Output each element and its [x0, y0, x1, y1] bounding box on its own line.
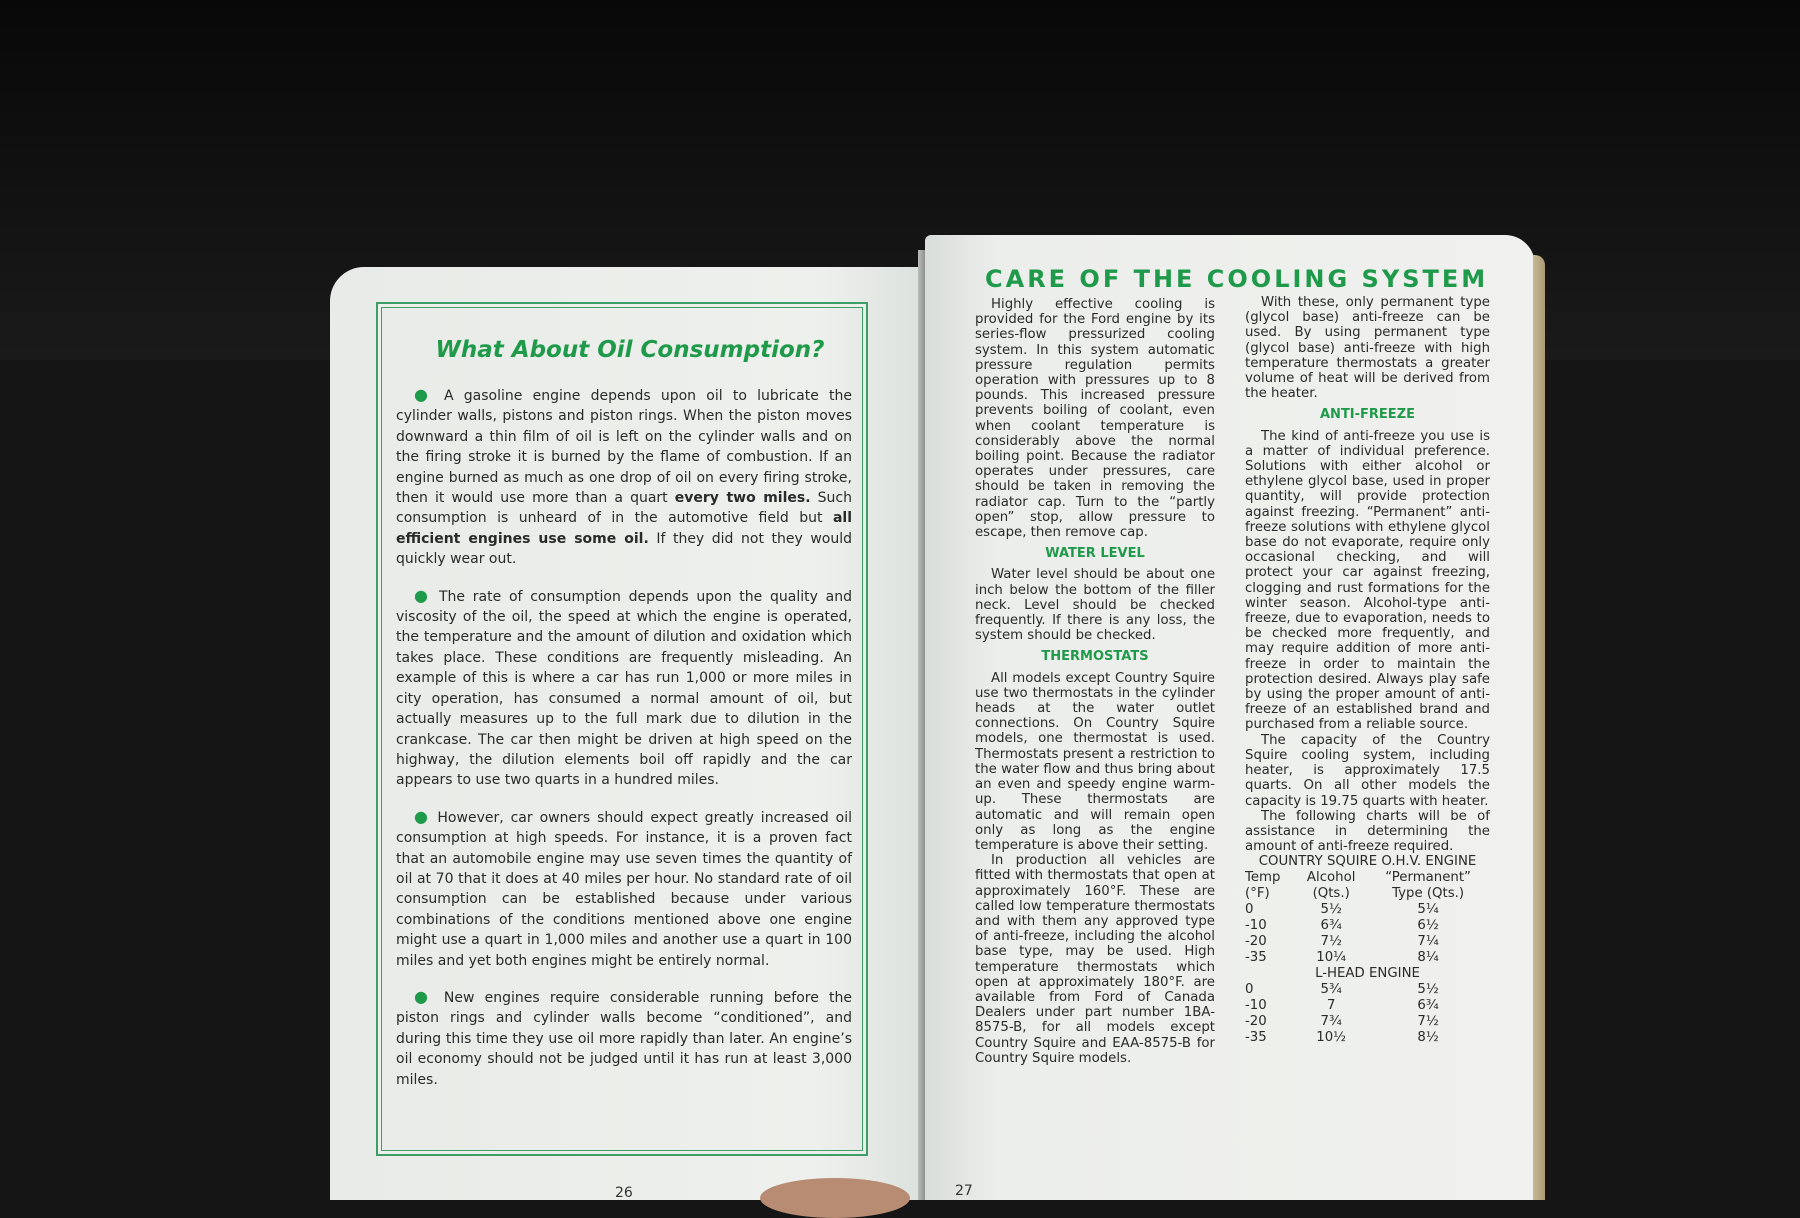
left-page [330, 267, 940, 1200]
right-page-title: CARE OF THE COOLING SYSTEM [985, 265, 1489, 293]
paragraph: The following charts will be of assistance in determining the amount of anti-freeze required. [1245, 808, 1490, 855]
table-row: -35 10½ 8½ [1245, 1030, 1439, 1046]
bullet-icon: ● [414, 385, 434, 404]
table-row: -20 7½ 7¼ [1245, 934, 1439, 950]
text-column-1 [975, 297, 1215, 1066]
bullet-icon: ● [414, 585, 432, 605]
paragraph: ● A gasoline engine depends upon oil to lubricate the cylinder walls, pistons and piston rings. When the piston moves downward a thin film of oil is left on the cylinder walls and on the firing stroke it is burned by the flame of combustion. If an engine burned as much as one drop of oil on every firing stroke, then it would use more than a quart every two miles. Such consumption is unheard of in the automotive field but all efficient engines use some oil. If they did not they would quickly wear out. [396, 385, 853, 568]
table-row: -20 7¾ 7½ [1245, 1014, 1439, 1030]
table-row: 0 5¾ 5½ [1245, 982, 1439, 998]
paragraph: With these, only permanent type (glycol base) anti-freeze can be used. By using permanent type (glycol base) anti-freeze with high temperature thermostats a greater volume of heat will be derived from the heater. [1245, 295, 1490, 402]
table-row: -10 6¾ 6½ [1245, 918, 1439, 934]
paragraph: ● However, car owners should expect greatly increased oil consumption at high speeds. For instance, it is a proven fact that an automobile engine may use seven times the quantity of oil at 70 that it does at 40 miles per hour. No standard rate of oil consumption can be established because under various combinations of the conditions mentioned above one engine might use a quart in 1,000 miles and another use a quart in 100 miles and yet both engines might be entirely normal. [396, 806, 852, 969]
left-page-body [396, 385, 852, 1106]
column-header: (°F) [1245, 886, 1270, 902]
paragraph: The kind of anti-freeze you use is a matter of individual preference. Solutions with either alcohol or ethylene glycol base, used in proper quantity, will provide protection against freezing. “Permanent” anti-freeze solutions with ethylene glycol base do not evaporate, require only occasional checking, and will protect your car against freezing, clogging and rust formations for the winter season. Alcohol-type anti-freeze, due to evaporation, needs to be checked more frequently, and may require addition of more anti-freeze in order to maintain the protection desired. Always play safe by using the proper amount of anti-freeze of an established brand and purchased from a reliable source. [1245, 428, 1490, 733]
paragraph: Highly effective cooling is provided for the Ford engine by its series-flow pressurized cooling system. In this system automatic pressure regulation permits operation with pressures up to 8 pounds. This increased pressure prevents boiling of coolant, even when coolant temperature is considerably above the normal boiling point. Because the radiator operates under pressures, care should be taken in removing the radiator cap. Turn to the “partly open” stop, allow pressure to escape, then remove cap. [975, 297, 1215, 541]
paragraph: The capacity of the Country Squire cooling system, including heater, is approximately 17.5 quarts. On all other models the capacity is 19.75 quarts with heater. [1245, 732, 1490, 809]
engine-heading: L-HEAD ENGINE [1315, 966, 1420, 982]
right-page [925, 235, 1535, 1200]
page-number: 27 [955, 1183, 973, 1199]
paragraph: ● The rate of consumption depends upon the quality and viscosity of the oil, the speed at which the engine is operated, the temperature and the amount of dilution and oxidation which takes place. These conditions are frequently misleading. An example of this is where a car has run 1,000 or more miles in city operation, has consumed a normal amount of oil, but actually measures up to the full mark due to dilution in the crankcase. The car then might be driven at high speed on the highway, the dilution elements boil off rapidly and the car appears to use two quarts in a hundred miles. [396, 585, 852, 789]
column-header: (Qts.) [1312, 886, 1350, 902]
section-heading: WATER LEVEL [1045, 546, 1145, 562]
table-row: -10 7 6¾ [1245, 998, 1439, 1014]
paragraph: ● New engines require considerable running before the piston rings and cylinder walls become “conditioned”, and during this time they use oil more rapidly than later. An engine’s oil economy should not be judged until it has run at least 3,000 miles. [396, 986, 852, 1088]
text-column-2 [1245, 295, 1490, 1046]
column-header: “Permanent” [1385, 870, 1471, 886]
table-row: 0 5½ 5¼ [1245, 902, 1439, 918]
page-number: 26 [615, 1185, 633, 1201]
column-header: Alcohol [1306, 870, 1356, 886]
booklet-spread [300, 235, 1590, 1200]
bullet-icon: ● [414, 986, 434, 1006]
table-row: -35 10¼ 8¼ [1245, 950, 1439, 966]
column-header: Temp [1245, 870, 1281, 886]
section-heading: ANTI-FREEZE [1320, 407, 1415, 423]
left-page-title: What About Oil Consumption? [435, 337, 825, 363]
anti-freeze-table [1245, 854, 1490, 1046]
bullet-icon: ● [414, 806, 431, 826]
section-heading: THERMOSTATS [1041, 649, 1149, 665]
paragraph: All models except Country Squire use two thermostats in the cylinder heads at the water outlet connections. On Country Squire models, one thermostat is used. Thermostats present a restriction to the water flow and thus bring about an even and speedy engine warm-up. These thermostats are automatic and will remain open only as long as the engine temperature is above their setting. [975, 670, 1215, 853]
thumb [760, 1178, 910, 1218]
engine-heading: COUNTRY SQUIRE O.H.V. ENGINE [1258, 854, 1477, 870]
page-edge [1533, 255, 1545, 1200]
column-header: Type (Qts.) [1392, 886, 1465, 902]
paragraph: Water level should be about one inch below the bottom of the filler neck. Level should be checked frequently. If there is any loss, the system should be checked. [975, 567, 1215, 644]
paragraph: In production all vehicles are fitted with thermostats that open at approximately 160°F. These are called low temperature thermostats and with them any approved type of anti-freeze, including the alcohol base type, may be used. High temperature thermostats which open at approximately 180°F. are available from Ford of Canada Dealers under part number 1BA-8575-B, for all models except Country Squire and EAA-8575-B for Country Squire models. [975, 853, 1215, 1066]
